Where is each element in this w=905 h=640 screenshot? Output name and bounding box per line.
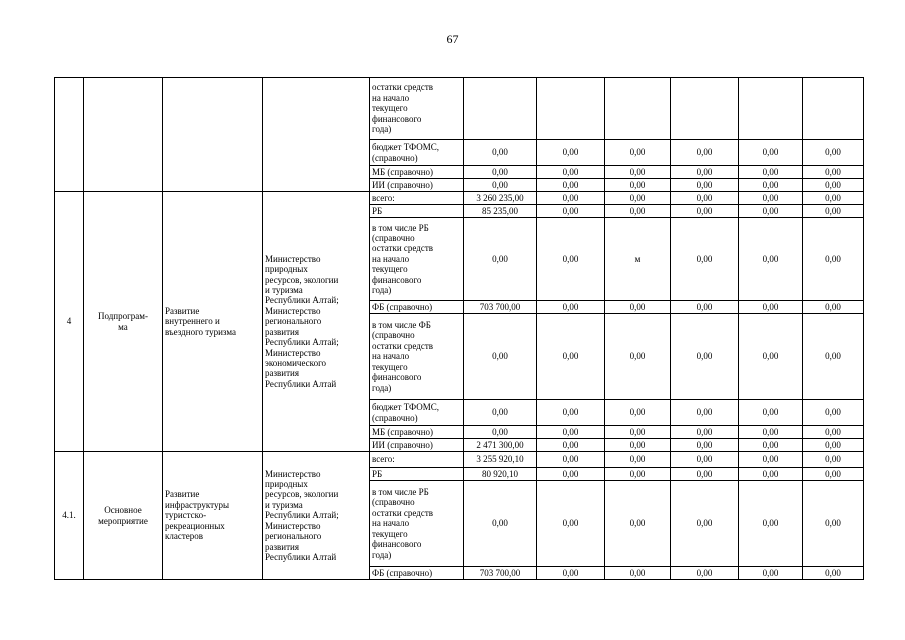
amount-cell: 0,00 [739, 192, 803, 205]
amount-cell: 0,00 [605, 192, 671, 205]
funding-source: РБ [370, 205, 464, 218]
funding-source: МБ (справочно) [370, 166, 464, 179]
amount-cell: 3 255 920,10 [464, 452, 537, 468]
amount-cell: 0,00 [739, 452, 803, 468]
amount-cell: 0,00 [803, 314, 864, 400]
table-row [55, 78, 864, 140]
funding-source: ИИ (справочно) [370, 179, 464, 192]
amount-cell: 0,00 [605, 166, 671, 179]
amount-cell: 0,00 [537, 426, 605, 439]
amount-cell: 0,00 [739, 301, 803, 314]
funding-source: всего: [370, 192, 464, 205]
amount-cell: 0,00 [739, 179, 803, 192]
amount-cell: 0,00 [605, 179, 671, 192]
amount-cell: 0,00 [605, 481, 671, 567]
amount-cell: 0,00 [803, 205, 864, 218]
amount-cell: 0,00 [739, 140, 803, 166]
funding-source: в том числе РБ (справочно остатки средств на начало текущего финансового года) [370, 218, 464, 301]
empty-cell [163, 78, 263, 192]
empty-cell [55, 78, 84, 192]
amount-cell: 0,00 [537, 140, 605, 166]
amount-cell: 0,00 [605, 301, 671, 314]
amount-cell: 2 471 300,00 [464, 439, 537, 452]
amount-cell: м [605, 218, 671, 301]
amount-cell: 0,00 [671, 426, 739, 439]
amount-cell: 0,00 [803, 567, 864, 580]
funding-source: всего: [370, 452, 464, 468]
amount-cell: 0,00 [537, 218, 605, 301]
amount-cell: 0,00 [605, 205, 671, 218]
amount-cell: 0,00 [464, 218, 537, 301]
amount-cell: 0,00 [803, 301, 864, 314]
amount-cell: 0,00 [803, 140, 864, 166]
amount-cell: 3 260 235,00 [464, 192, 537, 205]
item-number: 4.1. [55, 452, 84, 580]
amount-cell: 0,00 [464, 400, 537, 426]
responsible-executor: Министерство природных ресурсов, экологии и туризма Республики Алтай; Министерство регионального развития Республики Алтай [263, 452, 370, 580]
funding-source: ИИ (справочно) [370, 439, 464, 452]
amount-cell: 0,00 [671, 400, 739, 426]
table-body [55, 78, 864, 580]
amount-cell: 0,00 [671, 314, 739, 400]
amount-cell: 0,00 [537, 192, 605, 205]
item-type: Подпрограм- ма [84, 192, 163, 452]
page-number: 67 [446, 32, 459, 46]
item-name: Развитие внутреннего и въездного туризма [163, 192, 263, 452]
funding-source: в том числе РБ (справочно остатки средств на начало текущего финансового года) [370, 481, 464, 567]
amount-cell: 0,00 [739, 166, 803, 179]
amount-cell: 0,00 [803, 439, 864, 452]
amount-cell [739, 78, 803, 140]
amount-cell: 0,00 [671, 481, 739, 567]
amount-cell: 0,00 [803, 179, 864, 192]
amount-cell: 0,00 [739, 468, 803, 481]
amount-cell: 0,00 [605, 452, 671, 468]
amount-cell: 0,00 [537, 400, 605, 426]
funding-source: РБ [370, 468, 464, 481]
amount-cell: 0,00 [537, 567, 605, 580]
amount-cell: 0,00 [671, 192, 739, 205]
amount-cell: 0,00 [803, 468, 864, 481]
amount-cell: 0,00 [605, 439, 671, 452]
item-number: 4 [55, 192, 84, 452]
amount-cell: 0,00 [605, 140, 671, 166]
amount-cell: 0,00 [464, 314, 537, 400]
amount-cell: 0,00 [803, 426, 864, 439]
amount-cell: 0,00 [464, 179, 537, 192]
amount-cell: 0,00 [803, 192, 864, 205]
amount-cell: 0,00 [605, 314, 671, 400]
funding-source: в том числе ФБ (справочно остатки средств на начало текущего финансового года) [370, 314, 464, 400]
amount-cell: 0,00 [671, 140, 739, 166]
amount-cell: 0,00 [739, 400, 803, 426]
amount-cell: 0,00 [537, 468, 605, 481]
amount-cell [605, 78, 671, 140]
amount-cell: 0,00 [739, 426, 803, 439]
amount-cell: 703 700,00 [464, 301, 537, 314]
amount-cell: 0,00 [671, 179, 739, 192]
amount-cell [803, 78, 864, 140]
amount-cell: 703 700,00 [464, 567, 537, 580]
funding-source: бюджет ТФОМС, (справочно) [370, 140, 464, 166]
amount-cell: 0,00 [605, 468, 671, 481]
amount-cell: 0,00 [803, 452, 864, 468]
amount-cell: 0,00 [671, 166, 739, 179]
amount-cell: 0,00 [605, 426, 671, 439]
funding-source: МБ (справочно) [370, 426, 464, 439]
amount-cell: 0,00 [671, 301, 739, 314]
amount-cell [537, 78, 605, 140]
amount-cell: 0,00 [537, 166, 605, 179]
amount-cell [671, 78, 739, 140]
amount-cell: 0,00 [537, 205, 605, 218]
amount-cell: 0,00 [537, 179, 605, 192]
amount-cell: 0,00 [739, 439, 803, 452]
amount-cell: 0,00 [739, 567, 803, 580]
amount-cell: 0,00 [537, 314, 605, 400]
amount-cell: 0,00 [739, 205, 803, 218]
amount-cell: 0,00 [537, 452, 605, 468]
funding-source: остатки средств на начало текущего финансового года) [370, 78, 464, 140]
amount-cell: 0,00 [671, 439, 739, 452]
amount-cell: 0,00 [739, 314, 803, 400]
amount-cell: 0,00 [671, 567, 739, 580]
amount-cell: 0,00 [671, 468, 739, 481]
amount-cell: 0,00 [605, 567, 671, 580]
amount-cell: 85 235,00 [464, 205, 537, 218]
item-name: Развитие инфраструктуры туристско- рекреационных кластеров [163, 452, 263, 580]
amount-cell: 0,00 [464, 481, 537, 567]
amount-cell: 0,00 [464, 426, 537, 439]
amount-cell: 0,00 [803, 166, 864, 179]
amount-cell: 0,00 [537, 439, 605, 452]
empty-cell [84, 78, 163, 192]
funding-source: ФБ (справочно) [370, 567, 464, 580]
budget-table [54, 77, 864, 580]
funding-source: бюджет ТФОМС, (справочно) [370, 400, 464, 426]
item-type: Основное мероприятие [84, 452, 163, 580]
table-row [55, 452, 864, 468]
amount-cell: 0,00 [803, 218, 864, 301]
amount-cell: 0,00 [803, 400, 864, 426]
amount-cell [464, 78, 537, 140]
amount-cell: 0,00 [671, 205, 739, 218]
table-row [55, 192, 864, 205]
amount-cell: 0,00 [464, 166, 537, 179]
empty-cell [263, 78, 370, 192]
amount-cell: 0,00 [671, 452, 739, 468]
amount-cell: 0,00 [739, 481, 803, 567]
amount-cell: 0,00 [537, 301, 605, 314]
amount-cell: 0,00 [537, 481, 605, 567]
responsible-executor: Министерство природных ресурсов, экологии и туризма Республики Алтай; Министерство регионального развития Республики Алтай; Министерство экономического развития Республики Алтай [263, 192, 370, 452]
amount-cell: 0,00 [803, 481, 864, 567]
amount-cell: 0,00 [464, 140, 537, 166]
amount-cell: 0,00 [605, 400, 671, 426]
amount-cell: 0,00 [739, 218, 803, 301]
amount-cell: 0,00 [671, 218, 739, 301]
amount-cell: 80 920,10 [464, 468, 537, 481]
funding-source: ФБ (справочно) [370, 301, 464, 314]
